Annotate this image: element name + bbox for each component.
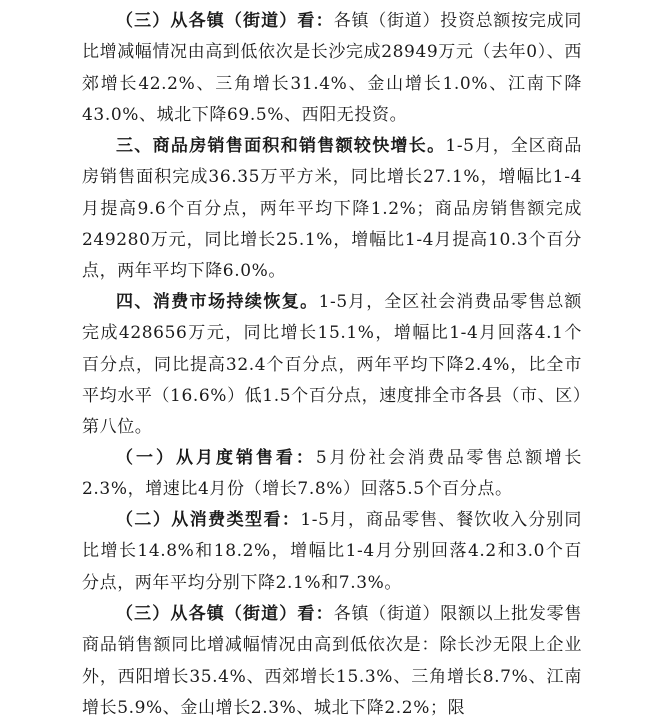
paragraph-body: 1-5月，全区商品房销售面积完成36.35万平方米，同比增长27.1%，增幅比1-4月提高9.6个百分点，两年平均下降1.2%；商品房销售额完成249280万元，同比增长25.1%，增幅比1-4月提高10.3个百分点，两年平均下降6.0%。 (82, 136, 583, 282)
section-heading-consumption-type: （二）从消费类型看： (116, 510, 301, 530)
section-heading-towns-investment: （三）从各镇（街道）看： (116, 11, 334, 31)
paragraph-body: 各镇（街道）限额以上批发零售商品销售额同比增减幅情况由高到低依次是：除长沙无限上企业外，西阳增长35.4%、西郊增长15.3%、三角增长8.7%、江南增长5.9%、金山增长2.3%、城北下降2.2%；限 (82, 604, 583, 718)
paragraph-body: 1-5月，全区社会消费品零售总额完成428656万元，同比增长15.1%，增幅比1-4月回落4.1个百分点，同比提高32.4个百分点，两年平均下降2.4%，比全市平均水平（16.6%）低1.5个百分点，速度排全市各县（市、区）第八位。 (82, 292, 582, 438)
paragraph-town-retail (82, 599, 582, 724)
paragraph-housing-sales (82, 131, 582, 287)
paragraph-body: 各镇（街道）投资总额按完成同比增减幅情况由高到低依次是长沙完成28949万元（去年0）、西郊增长42.2%、三角增长31.4%、金山增长1.0%、江南下降43.0%、城北下降69.5%、西阳无投资。 (82, 11, 583, 125)
paragraph-monthly-sales (82, 443, 582, 506)
section-heading-monthly-sales: （一）从月度销售看： (116, 448, 316, 468)
paragraph-body: 5月份社会消费品零售总额增长2.3%，增速比4月份（增长7.8%）回落5.5个百分点。 (82, 448, 582, 500)
section-heading-consumer-market: 四、消费市场持续恢复。 (116, 292, 319, 312)
paragraph-town-investment (82, 6, 582, 131)
section-heading-towns-retail: （三）从各镇（街道）看： (116, 604, 334, 624)
paragraph-body: 1-5月，商品零售、餐饮收入分别同比增长14.8%和18.2%，增幅比1-4月分别回落4.2和3.0个百分点，两年平均分别下降2.1%和7.3%。 (82, 510, 582, 593)
section-heading-housing-sales: 三、商品房销售面积和销售额较快增长。 (116, 136, 446, 156)
paragraph-consumer-market (82, 287, 582, 443)
paragraph-consumption-type (82, 505, 582, 599)
